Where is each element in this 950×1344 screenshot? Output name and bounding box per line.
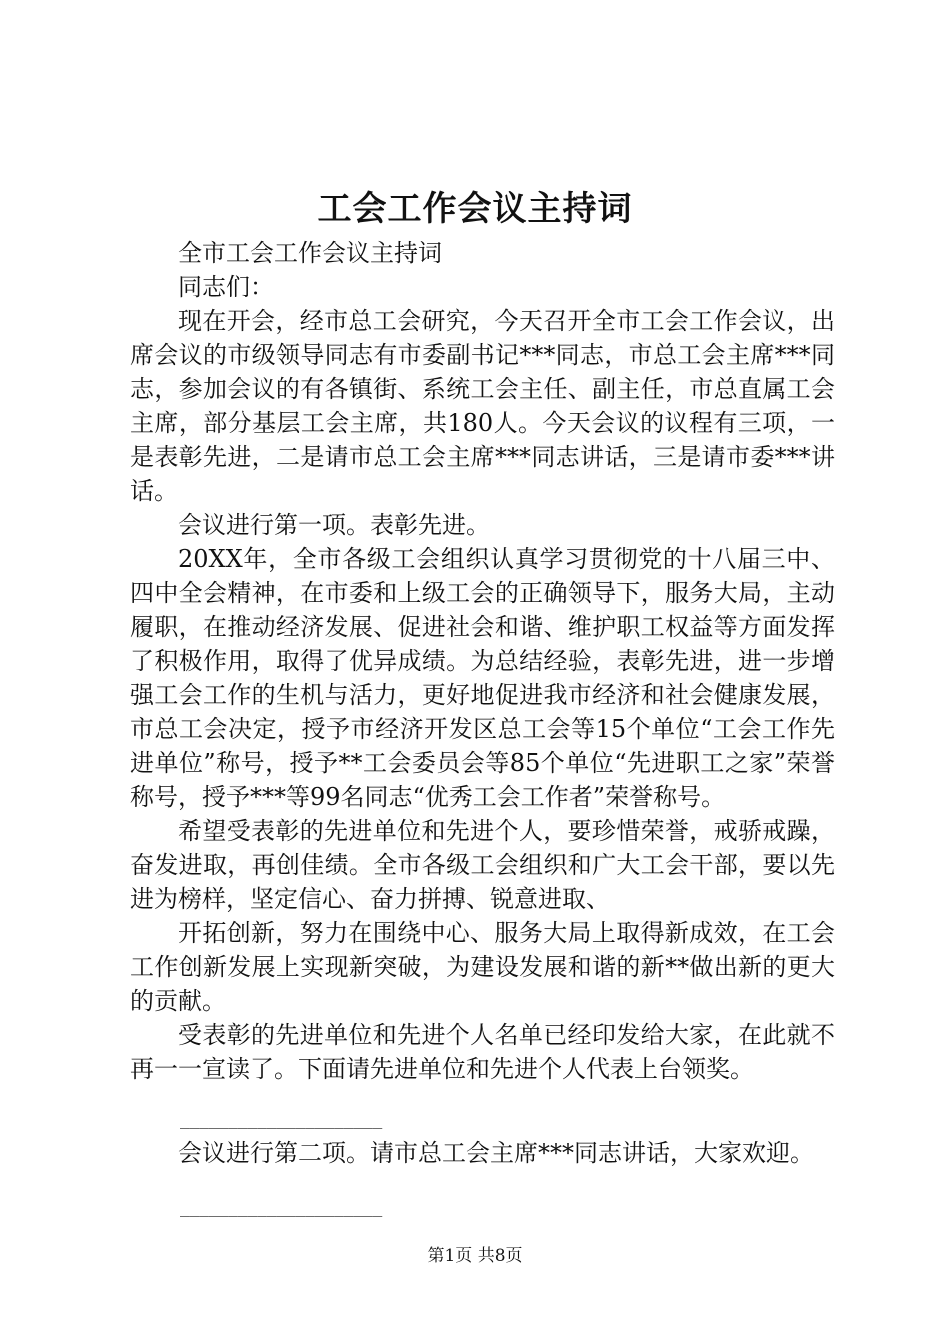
document-body: [130, 236, 835, 1218]
separator-line: _____________________: [180, 1110, 383, 1129]
paragraph-opening: 现在开会，经市总工会研究，今天召开全市工会工作会议，出席会议的市级领导同志有市委副书记***同志，市总工会主席***同志，参加会议的有各镇街、系统工会主任、副主任，市总直属工会主席，部分基层工会主席，共180人。今天会议的议程有三项，一是表彰先进，二是请市总工会主席***同志讲话，三是请市委***讲话。: [130, 307, 835, 505]
subtitle-line: 全市工会工作会议主持词: [178, 239, 442, 267]
paragraph-innovation: 开拓创新，努力在围绕中心、服务大局上取得新成效，在工会工作创新发展上实现新突破，为建设发展和谐的新**做出新的更大的贡献。: [130, 919, 835, 1015]
page-number-footer: 第1页 共8页: [427, 1246, 523, 1266]
paragraph-commendation: 20XX年，全市各级工会组织认真学习贯彻党的十八届三中、四中全会精神，在市委和上级工会的正确领导下，服务大局，主动履职，在推动经济发展、促进社会和谐、维护职工权益等方面发挥了积极作用，取得了优异成绩。为总结经验，表彰先进，进一步增强工会工作的生机与活力，更好地促进我市经济和社会健康发展，市总工会决定，授予市经济开发区总工会等15个单位“工会工作先进单位”称号，授予**工会委员会等85个单位“先进职工之家”荣誉称号，授予***等99名同志“优秀工会工作者”荣誉称号。: [130, 545, 835, 811]
paragraph-agenda-item-1: 会议进行第一项。表彰先进。: [178, 511, 490, 539]
separator-line: _____________________: [180, 1198, 383, 1217]
paragraph-agenda-item-2: 会议进行第二项。请市总工会主席***同志讲话，大家欢迎。: [178, 1139, 814, 1167]
document-title: 工会工作会议主持词: [317, 189, 633, 229]
salutation: 同志们：: [178, 273, 274, 301]
paragraph-award-list: 受表彰的先进单位和先进个人名单已经印发给大家，在此就不再一一宣读了。下面请先进单位和先进个人代表上台领奖。: [130, 1021, 835, 1083]
paragraph-hope: 希望受表彰的先进单位和先进个人，要珍惜荣誉，戒骄戒躁，奋发进取，再创佳绩。全市各级工会组织和广大工会干部，要以先进为榜样，坚定信心、奋力拼搏、锐意进取、: [130, 817, 835, 913]
